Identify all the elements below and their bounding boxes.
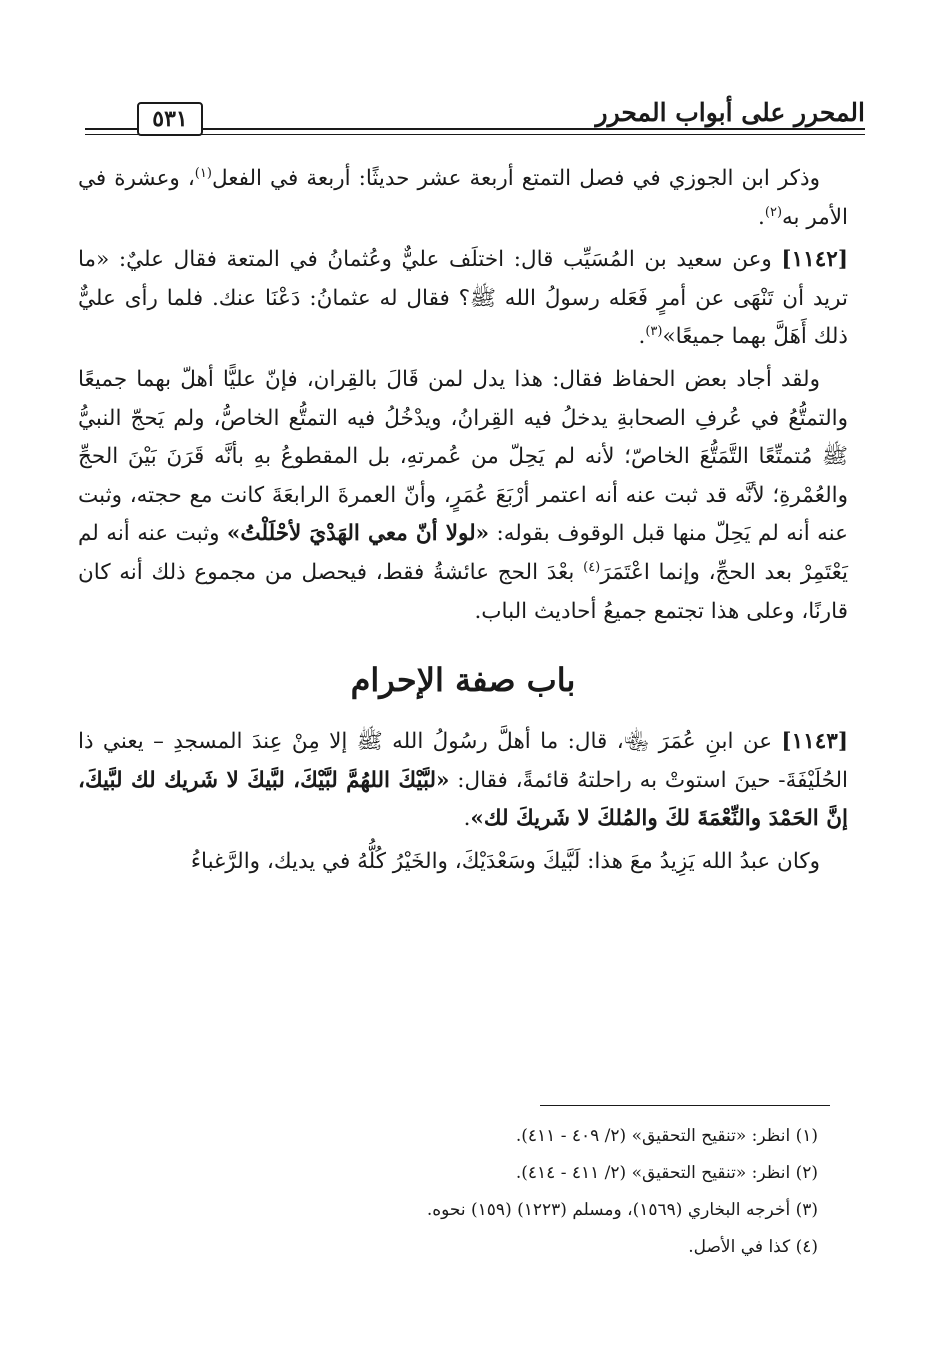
- paragraph-3: [78, 361, 848, 631]
- p1-text-c: .: [758, 204, 765, 230]
- p1-text-a: وذكر ابن الجوزي في فصل التمتع أربعة عشر حديثًا: أربعة في الفعل: [211, 166, 820, 191]
- footnotes: [300, 1118, 818, 1266]
- hadith-1142: [78, 241, 848, 357]
- p3-text-a: ولقد أجاد بعض الحفاظ فقال: هذا يدل لمن قَالَ بالقِران، فإنّ عليًّا أهلّ بهما جميعًا والتمتُّعُ في عُرفِ الصحابةِ يدخلُ فيه القِرانُ، ويدْخُلُ فيه التمتُّع الخاصُّ، ولم يَحجّ النبيُّ ﷺ مُتمتِّعًا التَّمَتُّعَ الخاصّ؛ لأنه لم يَحِلّ من عُمرتهِ، بل المقطوعُ بهِ بأنَّه قَرَنَ بَيْنَ الحجِّ والعُمْرةِ؛ لأنَّه قد ثبت عنه أنه اعتمر أرْبَعَ عُمَرٍ، وأنّ العمرةَ الرابعَةَ كانت مع حجته، وثبت عنه أنه لم يَحِلّ منها قبل الوقوف بقوله:: [78, 366, 848, 547]
- p1-text-b: ، وعشرة في الأمر به: [78, 166, 848, 230]
- footnote-3: (٣) أخرجه البخاري (١٥٦٩)، ومسلم (١٢٢٣) (١٥٩) نحوه.: [426, 1200, 818, 1220]
- paragraph-5: وكان عبدُ الله يَزِيدُ معَ هذا: لَبَّيكَ وسَعْدَيْكَ، والخَيْرُ كُلُّهُ في يديك، والرَّغباءُ: [190, 848, 820, 874]
- footnote-1: (١) انظر: «تنقيح التحقيق» (٢/ ٤٠٩ - ٤١١).: [515, 1126, 818, 1146]
- page-number: ٥٣١: [137, 102, 203, 136]
- hadith-1143-text: عن ابنِ عُمَرَ ﵄، قال: ما أهلَّ رسُولُ الله ﷺ إلا مِنْ عِندَ المسجدِ – يعني ذا الحُلَيْفَةَ- حينَ استوتْ به راحلتهُ قائمةً، فقال:: [78, 729, 848, 793]
- footnote-ref-1: (١): [194, 165, 212, 181]
- footnote-separator: [540, 1105, 830, 1106]
- running-title: المحرر على أبواب المحرر: [595, 98, 865, 127]
- hadith-1143: [78, 723, 848, 839]
- hadith-number-1142: [١١٤٢]: [781, 247, 848, 273]
- footnote-2: (٢) انظر: «تنقيح التحقيق» (٢/ ٤١١ - ٤١٤).: [515, 1163, 818, 1183]
- footnote-ref-4: (٤): [583, 559, 601, 575]
- hadith-1142-end: .: [638, 324, 646, 350]
- p3-text-b: وثبت عنه أنه لم يَعْتَمِرْ بعد الحجِّ، وإنما اعْتَمَرَ: [78, 521, 848, 585]
- footnote-ref-2: (٢): [764, 204, 783, 220]
- paragraph-1: [78, 160, 848, 237]
- main-text: [78, 160, 848, 882]
- hadith-number-1143: [١١٤٣]: [781, 729, 848, 755]
- footnote-4: (٤) كذا في الأصل.: [688, 1237, 818, 1257]
- page-header: [85, 92, 865, 142]
- talbiyah-quote: «لبَّيْكَ اللهُمَّ لبَّيْكَ، لبَّيكَ لا شَريك لك لبَّيكَ، إنَّ الحَمْدَ والنِّعْمَةَ لكَ والمُلكَ لا شَريكَ لك»: [78, 767, 848, 832]
- footnote-ref-3: (٣): [645, 324, 663, 340]
- hadith-1142-text: وعن سعيد بن المُسَيِّب قال: اختلَف عليٌّ وعُثمانُ في المتعة فقال عليٌ: «ما تريد أن تَنْهَى عن أمرٍ فَعَله رسولُ الله ﷺ؟ فقال له عثمانُ: دَعْنَا عنك. فلما رأى عليٌّ ذلك أَهَلَّ بهما جميعًا»: [78, 247, 848, 350]
- hadith-1143-end: .: [463, 806, 471, 832]
- section-heading: باب صفة الإحرام: [350, 661, 576, 700]
- p3-text-c: بعْدَ الحج عائشةُ فقط، فيحصل من مجموع ذلك أنه كان قارنًا، وعلى هذا تجتمع جميعُ أحاديث الباب.: [78, 559, 848, 624]
- prophet-quote-1: «لولا أنّ معي الهَدْيَ لأحْلَلْتُ»: [226, 521, 490, 547]
